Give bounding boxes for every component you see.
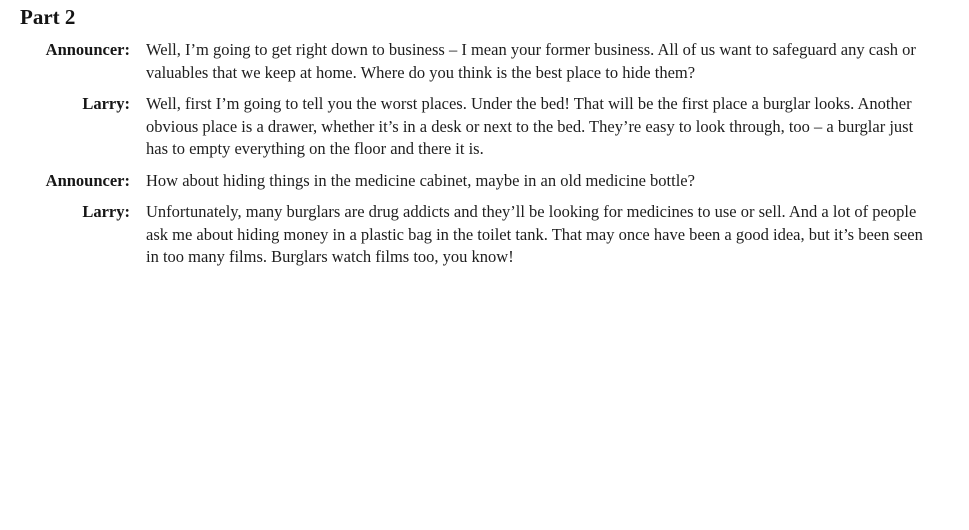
dialogue-row [9, 39, 969, 84]
dialogue-text: Well, I’m going to get right down to business – I mean your former business. All of us want to safeguard any cash or valuables that we keep at home. Where do you think is the best place to hide them? [146, 40, 916, 82]
dialogue-text: Well, first I’m going to tell you the worst places. Under the bed! That will be the first place a burglar looks. Another obvious place is a drawer, whether it’s in a desk or next to the bed. They’re easy to look through, too – a burglar just has to empty everything on the floor and there it is. [146, 94, 914, 158]
dialogue-text: Unfortunately, many burglars are drug addicts and they’ll be looking for medicines to use or sell. And a lot of people ask me about hiding money in a plastic bag in the toilet tank. That may once have been a good idea, but it’s been seen in too many films. Burglars watch films too, you know! [146, 202, 923, 266]
speaker-label: Larry: [82, 94, 130, 113]
dialogue-transcript [0, 39, 969, 269]
dialogue-row [9, 170, 969, 193]
dialogue-row [9, 201, 969, 269]
speaker-label: Announcer: [45, 40, 130, 59]
page-title: Part 2 [20, 5, 76, 29]
dialogue-text: How about hiding things in the medicine cabinet, maybe in an old medicine bottle? [146, 170, 695, 190]
dialogue-row [9, 93, 969, 161]
speaker-label: Larry: [82, 202, 130, 221]
speaker-label: Announcer: [45, 170, 130, 190]
